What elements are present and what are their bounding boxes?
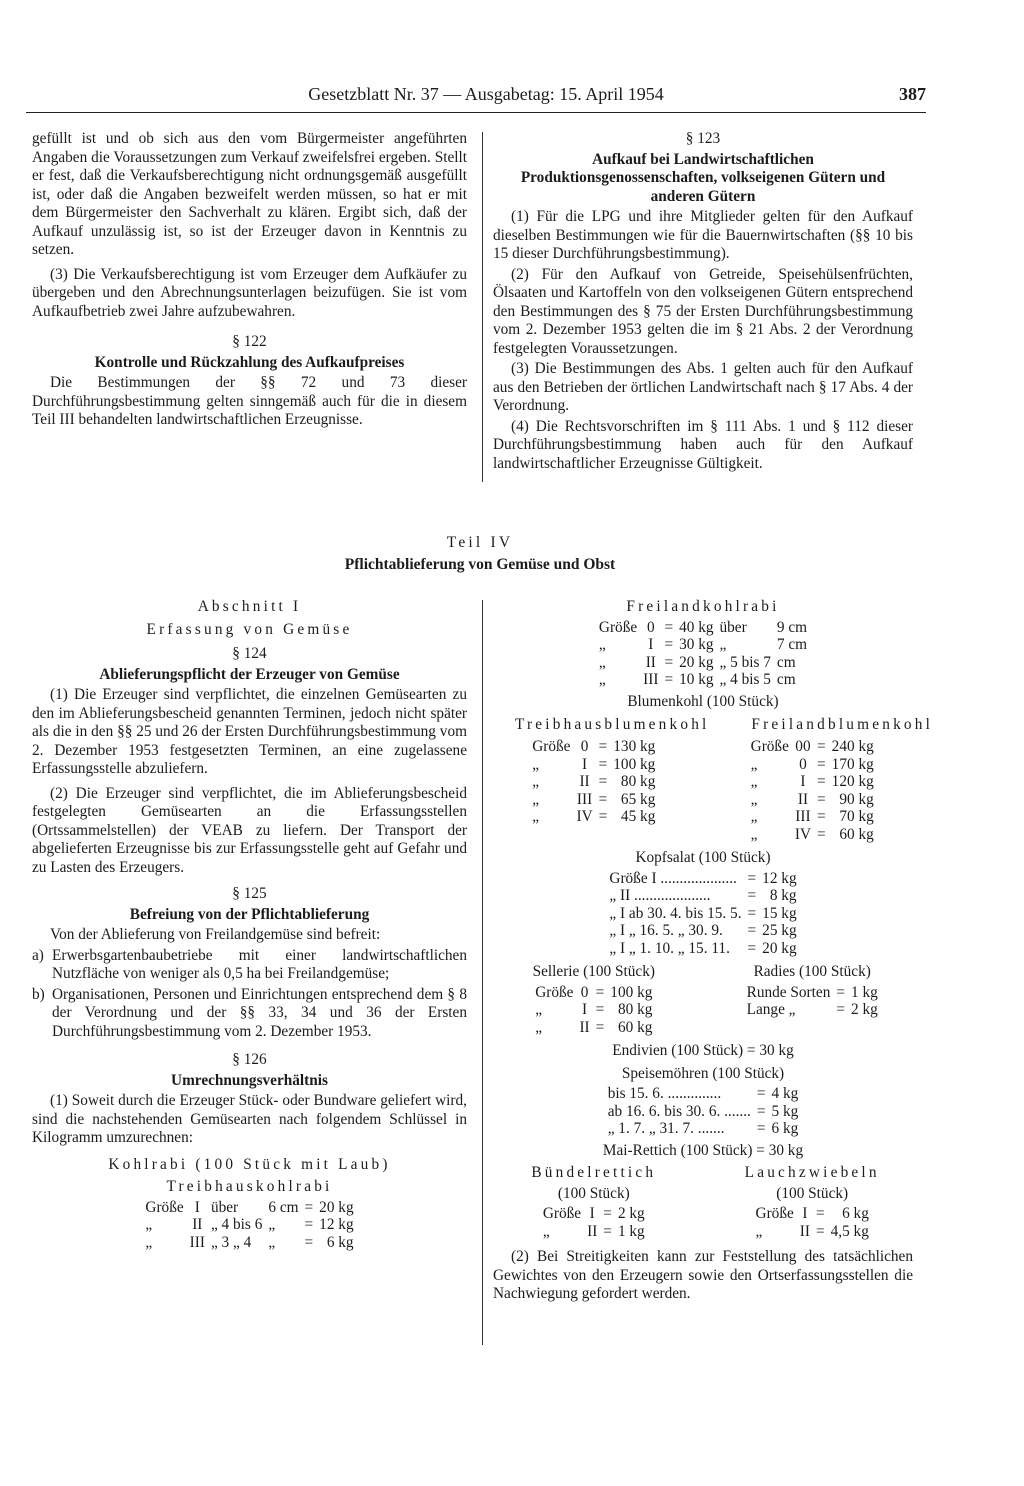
section-title: Aufkauf bei Landwirtschaftlichen Produktionsgenossenschaften, volkseigenen Gütern und anderen Gütern [520,150,886,205]
frei-kohlrabi-title: Freilandkohlrabi [626,598,780,615]
table-cell: 0 [580,983,589,1001]
table-cell: ab 16. 6. bis 30. 6. ....... [607,1102,751,1120]
column-divider [482,600,483,1345]
table-cell: II [645,653,656,671]
table-cell: = [756,1102,766,1120]
table-cell: I [800,773,806,790]
frei-blumenkohl-title: Freilandblumenkohl [751,716,934,733]
table-row [748,791,877,809]
table-cell: = [595,1001,605,1018]
table-cell: 0 [646,618,655,636]
table-cell: 100 kg [613,755,656,773]
table-cell: „ [719,636,727,653]
table-cell: 65 kg [620,790,656,808]
table-row [744,1001,881,1019]
table-cell: I [648,636,654,653]
table-cell: = [598,773,608,790]
table-cell: 9 cm [776,618,808,636]
table-cell: Größe [750,738,789,755]
buendel-table [540,1205,648,1240]
frei-blumenkohl-table [748,738,877,843]
treib-blumenkohl-title: Treibhausblumenkohl [515,716,710,733]
table-cell: Größe I .................... [609,869,737,887]
buendelrettich [493,1164,695,1240]
table-cell: „ 4 bis 5 [719,671,771,688]
table-cell: „ [598,636,606,653]
table-cell: = [747,922,757,939]
paragraph: (1) Die Erzeuger sind verpflichtet, die einzelnen Gemüsearten zu den im Ablieferungsbescheid genannten Terminen, jedoch nicht später als die in den §§ 25 und 26 der Ersten Durchführungsbestimmung vom 2. Dezember 1953 festgesetzten Terminen, an eine zugelassene Erfassungsstelle abzuliefern. [32,686,467,777]
table-cell: „ [145,1233,153,1251]
table-cell: II [799,1222,810,1240]
table-cell: 7 cm [776,636,808,653]
table-cell: = [664,618,674,636]
table-cell: II [587,1222,598,1240]
section-number: § 126 [232,1051,267,1068]
table-cell: = [836,1001,845,1018]
table-cell: 6 cm [268,1198,299,1216]
table-cell: = [304,1233,314,1251]
table-cell: I [194,1198,200,1216]
table-cell: „ I „ 16. 5. „ 30. 9. [609,922,723,939]
table-cell: Runde Sorten [746,983,831,1001]
table-cell: 6 kg [842,1205,869,1222]
table-cell: = [817,808,826,825]
section-number: § 124 [232,645,267,662]
table-row [529,756,658,774]
table-cell: Größe [755,1205,794,1222]
table-row [596,671,810,689]
table-cell: 45 kg [620,808,656,825]
table-cell: II [192,1216,203,1233]
table-cell: = [598,755,608,773]
table-cell: 40 kg [679,618,714,636]
table-cell: = [756,1085,766,1102]
table-row [748,756,877,774]
table-cell: = [815,1222,825,1240]
radies [711,963,913,1036]
table-cell: = [817,738,826,755]
table-cell: „ [268,1233,276,1251]
table-cell: 2 kg [617,1205,645,1222]
endivien-line: Endivien (100 Stück) = 30 kg [612,1042,794,1059]
table-cell: = [598,790,608,808]
sellerie-title: Sellerie (100 Stück) [532,963,655,980]
table-cell: = [603,1222,612,1240]
table-cell: „ [598,653,606,671]
table-cell: „ 5 bis 7 [719,653,771,671]
section-number: § 122 [232,333,267,350]
lauchzwiebeln [711,1164,913,1240]
paragraph: (4) Die Rechtsvorschriften im § 111 Abs. 1 und § 112 dieser Durchführungsbestimmung haben auch für den Aufkauf landwirtschaftlicher Erzeugnisse Gültigkeit. [493,417,913,472]
blumenkohl-group [493,713,934,843]
table-cell: = [815,1205,825,1222]
list-label: b) [32,985,45,1003]
table-row [606,940,799,958]
table-cell: „ [145,1216,153,1233]
table-row [142,1199,356,1217]
table-row [596,636,810,654]
table-cell: 20 kg [319,1198,354,1216]
table-cell: 240 kg [831,738,874,755]
radies-table [744,984,881,1019]
table-row [529,791,658,809]
list-item [32,947,467,984]
table-cell: = [595,983,605,1001]
section-title: Umrechnungsverhältnis [171,1071,328,1089]
table-cell: = [304,1198,314,1216]
table-cell: 15 kg [762,904,797,922]
sellerie-table [532,984,655,1037]
table-cell: 6 kg [771,1120,799,1137]
table-cell: „ [535,1018,543,1036]
paragraph: (1) Soweit durch die Erzeuger Stück- oder Bundware geliefert wird, sind die nachstehenden Gemüsearten nach folgendem Schlüssel in Kilogramm umzurechnen: [32,1092,467,1146]
table-cell: = [836,983,845,1001]
table-cell: „ [535,1001,543,1018]
paragraph: (1) Für die LPG und ihre Mitglieder gelten für den Aufkauf dieselben Bestimmungen wie für die Bauernwirtschaften (§§ 10 bis 15 dieser Durchführungsbestimmung). [493,208,913,262]
page-header-title: Gesetzblatt Nr. 37 — Ausgabetag: 15. April 1954 [308,84,664,104]
table-cell: über [210,1198,239,1216]
table-cell: „ [755,1222,763,1240]
table-cell: = [603,1205,612,1222]
table-cell: 0 [580,738,589,755]
table-cell: „ [750,825,758,843]
table-row [605,1103,802,1121]
table-cell: 130 kg [613,738,656,755]
table-row [532,1019,655,1037]
table-cell: = [756,1120,766,1137]
table-row [606,870,799,888]
buendel-title: Bündelrettich [531,1164,657,1181]
list-item [32,986,467,1042]
table-cell: 4,5 kg [830,1222,869,1240]
table-cell: 1 kg [850,983,878,1001]
table-cell: 30 kg [679,636,714,653]
table-row [753,1223,872,1241]
paragraph: (2) Bei Streitigkeiten kann zur Feststellung des tatsächlichen Gewichtes von den Erzeugern sowie den Ortserfassungsstellen die Nachwiegung gefordert werden. [493,1248,913,1302]
table-row [605,1085,802,1103]
frei-blumenkohl [711,713,934,843]
lauch-table [753,1205,872,1240]
table-row [606,922,799,940]
table-cell: „ [542,1222,550,1240]
table-cell: II [579,773,590,790]
table-cell: Größe [535,983,574,1001]
radies-title: Radies (100 Stück) [753,963,871,980]
table-cell: 0 [799,755,807,773]
sellerie-radies-group [493,963,913,1036]
table-cell: 25 kg [762,922,797,939]
table-row [606,887,799,905]
table-row [529,773,658,791]
treib-kohlrabi-title: Treibhauskohlrabi [166,1178,333,1195]
treib-blumenkohl [493,713,710,843]
table-cell: 100 kg [610,983,653,1001]
table-cell: cm [776,653,796,671]
table-cell: „ 4 bis 6 [210,1216,263,1233]
page-number: 387 [899,84,926,104]
table-cell: III [576,790,593,808]
table-cell: „ [268,1216,276,1233]
table-cell: 120 kg [831,773,874,790]
table-cell: 70 kg [839,808,874,825]
table-row [532,1001,655,1019]
table-cell: Lange „ [746,1001,796,1018]
blumenkohl-title: Blumenkohl (100 Stück) [627,692,779,710]
list-text: Erwerbsgartenbaubetriebe mit einer landwirtschaftlichen Nutzfläche von weniger als 0,5 ha bei Freilandgemüse; [52,946,467,982]
table-cell: „ [532,790,540,808]
table-cell: 20 kg [679,653,714,671]
table-cell: „ [750,790,758,808]
bottom-left-column [32,598,467,1251]
treib-kohlrabi-table [142,1199,356,1252]
table-cell: I [581,755,588,773]
table-cell: III [189,1233,205,1251]
table-cell: 170 kg [831,755,874,773]
speisemoehren-table [605,1085,802,1138]
table-row [748,826,877,844]
table-row [540,1205,648,1223]
speisemoehren-title: Speisemöhren (100 Stück) [621,1064,785,1082]
table-cell: I [582,1001,588,1018]
page-header [26,84,926,114]
table-row [596,654,810,672]
table-cell: „ [532,808,540,825]
table-cell: = [747,904,757,922]
treib-blumenkohl-table [529,738,658,826]
table-cell: „ II .................... [609,887,711,904]
table-row [529,738,658,756]
table-row [605,1120,802,1138]
table-cell: III [643,671,659,688]
table-cell: 80 kg [617,1001,653,1018]
table-cell: 90 kg [839,790,874,808]
table-cell: 60 kg [839,825,874,843]
table-row [540,1223,648,1241]
table-cell: „ [532,773,540,790]
frei-kohlrabi-table [596,619,810,689]
table-row [529,808,658,826]
table-cell: 8 kg [769,887,797,904]
table-cell: über [719,618,747,636]
table-cell: = [817,755,826,773]
table-cell: 20 kg [762,939,797,957]
kopfsalat-table [606,870,799,958]
table-cell: 6 kg [326,1233,354,1251]
table-cell: I [589,1205,595,1222]
list-text: Organisationen, Personen und Einrichtungen entsprechend dem § 8 der Verordnung und der §§ 33, 34 und 36 der Ersten Durchführungsbestimmung vom 2. Dezember 1953. [52,985,467,1040]
table-cell: „ [750,755,758,773]
table-cell: IV [576,808,593,825]
paragraph: gefüllt ist und ob sich aus den vom Bürgermeister angeführten Angaben die Voraussetzungen zum Verkauf zweifelsfrei ergeben. Stellt er fest, daß die Verkaufsberechtigung nicht ordnungsgemäß ausgefüllt ist, oder daß die Angaben bezweifelt werden müssen, so hat er mit dem Bürgermeister den Sachverhalt zu klären. Ergibt sich, daß der Aufkauf unzulässig ist, so ist der Erzeuger davon in Kenntnis zu setzen. [32,130,467,258]
table-cell: „ 3 „ 4 [210,1233,252,1251]
paragraph: (3) Die Verkaufsberechtigung ist vom Erzeuger dem Aufkäufer zu übergeben und den Abrechnungsunterlagen beizufügen. Sie ist vom Aufkaufbetrieb zwei Jahre aufzubewahren. [32,265,467,320]
table-row [596,619,810,637]
part-title: Pflichtablieferung von Gemüse und Obst [344,556,616,573]
table-cell: „ I „ 1. 10. „ 15. 11. [609,939,730,957]
table-cell: 1 kg [617,1222,645,1240]
table-cell: = [664,671,674,688]
table-cell: „ 1. 7. „ 31. 7. ....... [607,1120,725,1137]
table-cell: „ [532,755,540,773]
table-cell: = [817,825,826,843]
table-cell: IV [794,825,812,843]
table-row [748,738,877,756]
paragraph: Von der Ablieferung von Freilandgemüse sind befreit: [50,926,381,943]
table-cell: „ [750,808,758,825]
table-row [753,1205,872,1223]
table-row [142,1234,356,1252]
table-cell: = [747,939,757,957]
paragraph: (2) Für den Aufkauf von Getreide, Speisehülsenfrüchten, Ölsaaten und Kartoffeln von den volkseigenen Gütern entsprechend den Bestimmungen des § 75 der Ersten Durchführungsbestimmung vom 2. Dezember 1953 gelten die im § 21 Abs. 2 der Verordnung festgelegten Voraussetzungen. [493,265,913,357]
table-cell: 60 kg [617,1018,653,1036]
kopfsalat-title: Kopfsalat (100 Stück) [635,849,771,866]
top-right-column [493,130,913,475]
table-cell: 4 kg [771,1085,799,1102]
table-cell: = [747,887,757,904]
section-number: § 123 [685,130,721,147]
column-divider [482,132,483,482]
top-left-column [32,130,467,432]
table-cell: = [595,1018,605,1036]
table-cell: „ [750,773,758,790]
sellerie [493,963,695,1036]
section-title: Kontrolle und Rückzahlung des Aufkaufpreises [94,353,405,371]
table-cell: = [817,773,826,790]
table-cell: I [802,1205,808,1222]
paragraph: (3) Die Bestimmungen des Abs. 1 gelten auch für den Aufkauf aus den Betrieben der örtlichen Landwirtschaft nach § 17 Abs. 4 der Verordnung. [493,360,913,414]
table-cell: cm [776,671,796,688]
table-cell: = [817,790,826,808]
table-row [532,984,655,1002]
table-cell: 00 [795,738,811,755]
table-cell: II [797,790,809,808]
abschnitt-label: Abschnitt I [197,598,302,615]
table-cell: III [795,808,811,825]
table-cell: = [598,738,608,755]
table-cell: 12 kg [762,869,797,887]
table-cell: = [664,636,674,653]
table-row [606,905,799,923]
table-cell: = [664,653,674,671]
table-cell: „ I ab 30. 4. bis 15. 5. [609,904,742,922]
part-label: Teil IV [446,534,514,551]
table-cell: = [747,869,757,887]
section-number: § 125 [232,885,267,902]
list-label: a) [32,946,44,964]
rettich-lauch-group [493,1164,913,1240]
mairettich-line: Mai-Rettich (100 Stück) = 30 kg [602,1141,804,1159]
lauch-title: Lauchzwiebeln [744,1164,880,1181]
section-title: Befreiung von der Pflichtablieferung [129,905,370,923]
table-row [142,1216,356,1234]
table-cell: bis 15. 6. .............. [607,1085,722,1102]
paragraph: (2) Die Erzeuger sind verpflichtet, die im Ablieferungsbescheid festgelegten Gemüsearten an die Erfassungsstellen (Ortssammelstellen) der VEAB zu liefern. Der Transport der abgelieferten Erzeugnisse bis zur Erfassungsstelle geht auf Gefahr und zu Lasten des Erzeugers. [32,784,467,876]
bottom-right-column [493,598,934,1306]
table-cell: 5 kg [771,1102,799,1120]
header-rule [26,112,926,113]
paragraph: Die Bestimmungen der §§ 72 und 73 dieser Durchführungsbestimmung gelten sinngemäß auch für die in diesem Teil III behandelten landwirtschaftlichen Erzeugnisse. [32,374,467,428]
table-cell: Größe [542,1205,582,1222]
table-cell: = [598,808,608,825]
kohlrabi-title: Kohlrabi (100 Stück mit Laub) [108,1155,391,1173]
table-cell: 10 kg [679,671,714,688]
buendel-sub: (100 Stück) [557,1184,630,1202]
table-row [744,984,881,1002]
table-cell: 12 kg [319,1216,354,1233]
table-cell: 2 kg [850,1001,878,1018]
table-cell: 80 kg [620,773,656,790]
section-title: Ablieferungspflicht der Erzeuger von Gemüse [99,665,400,683]
table-cell: Größe [532,738,571,755]
table-row [748,773,877,791]
part-heading [0,534,960,574]
table-row [748,808,877,826]
table-cell: Größe [598,618,638,636]
lauch-sub: (100 Stück) [776,1184,849,1202]
table-cell: II [579,1018,590,1036]
table-cell: Größe [145,1198,184,1216]
table-cell: „ [598,671,606,688]
table-cell: = [304,1216,314,1233]
abschnitt-title: Erfassung von Gemüse [146,620,353,638]
